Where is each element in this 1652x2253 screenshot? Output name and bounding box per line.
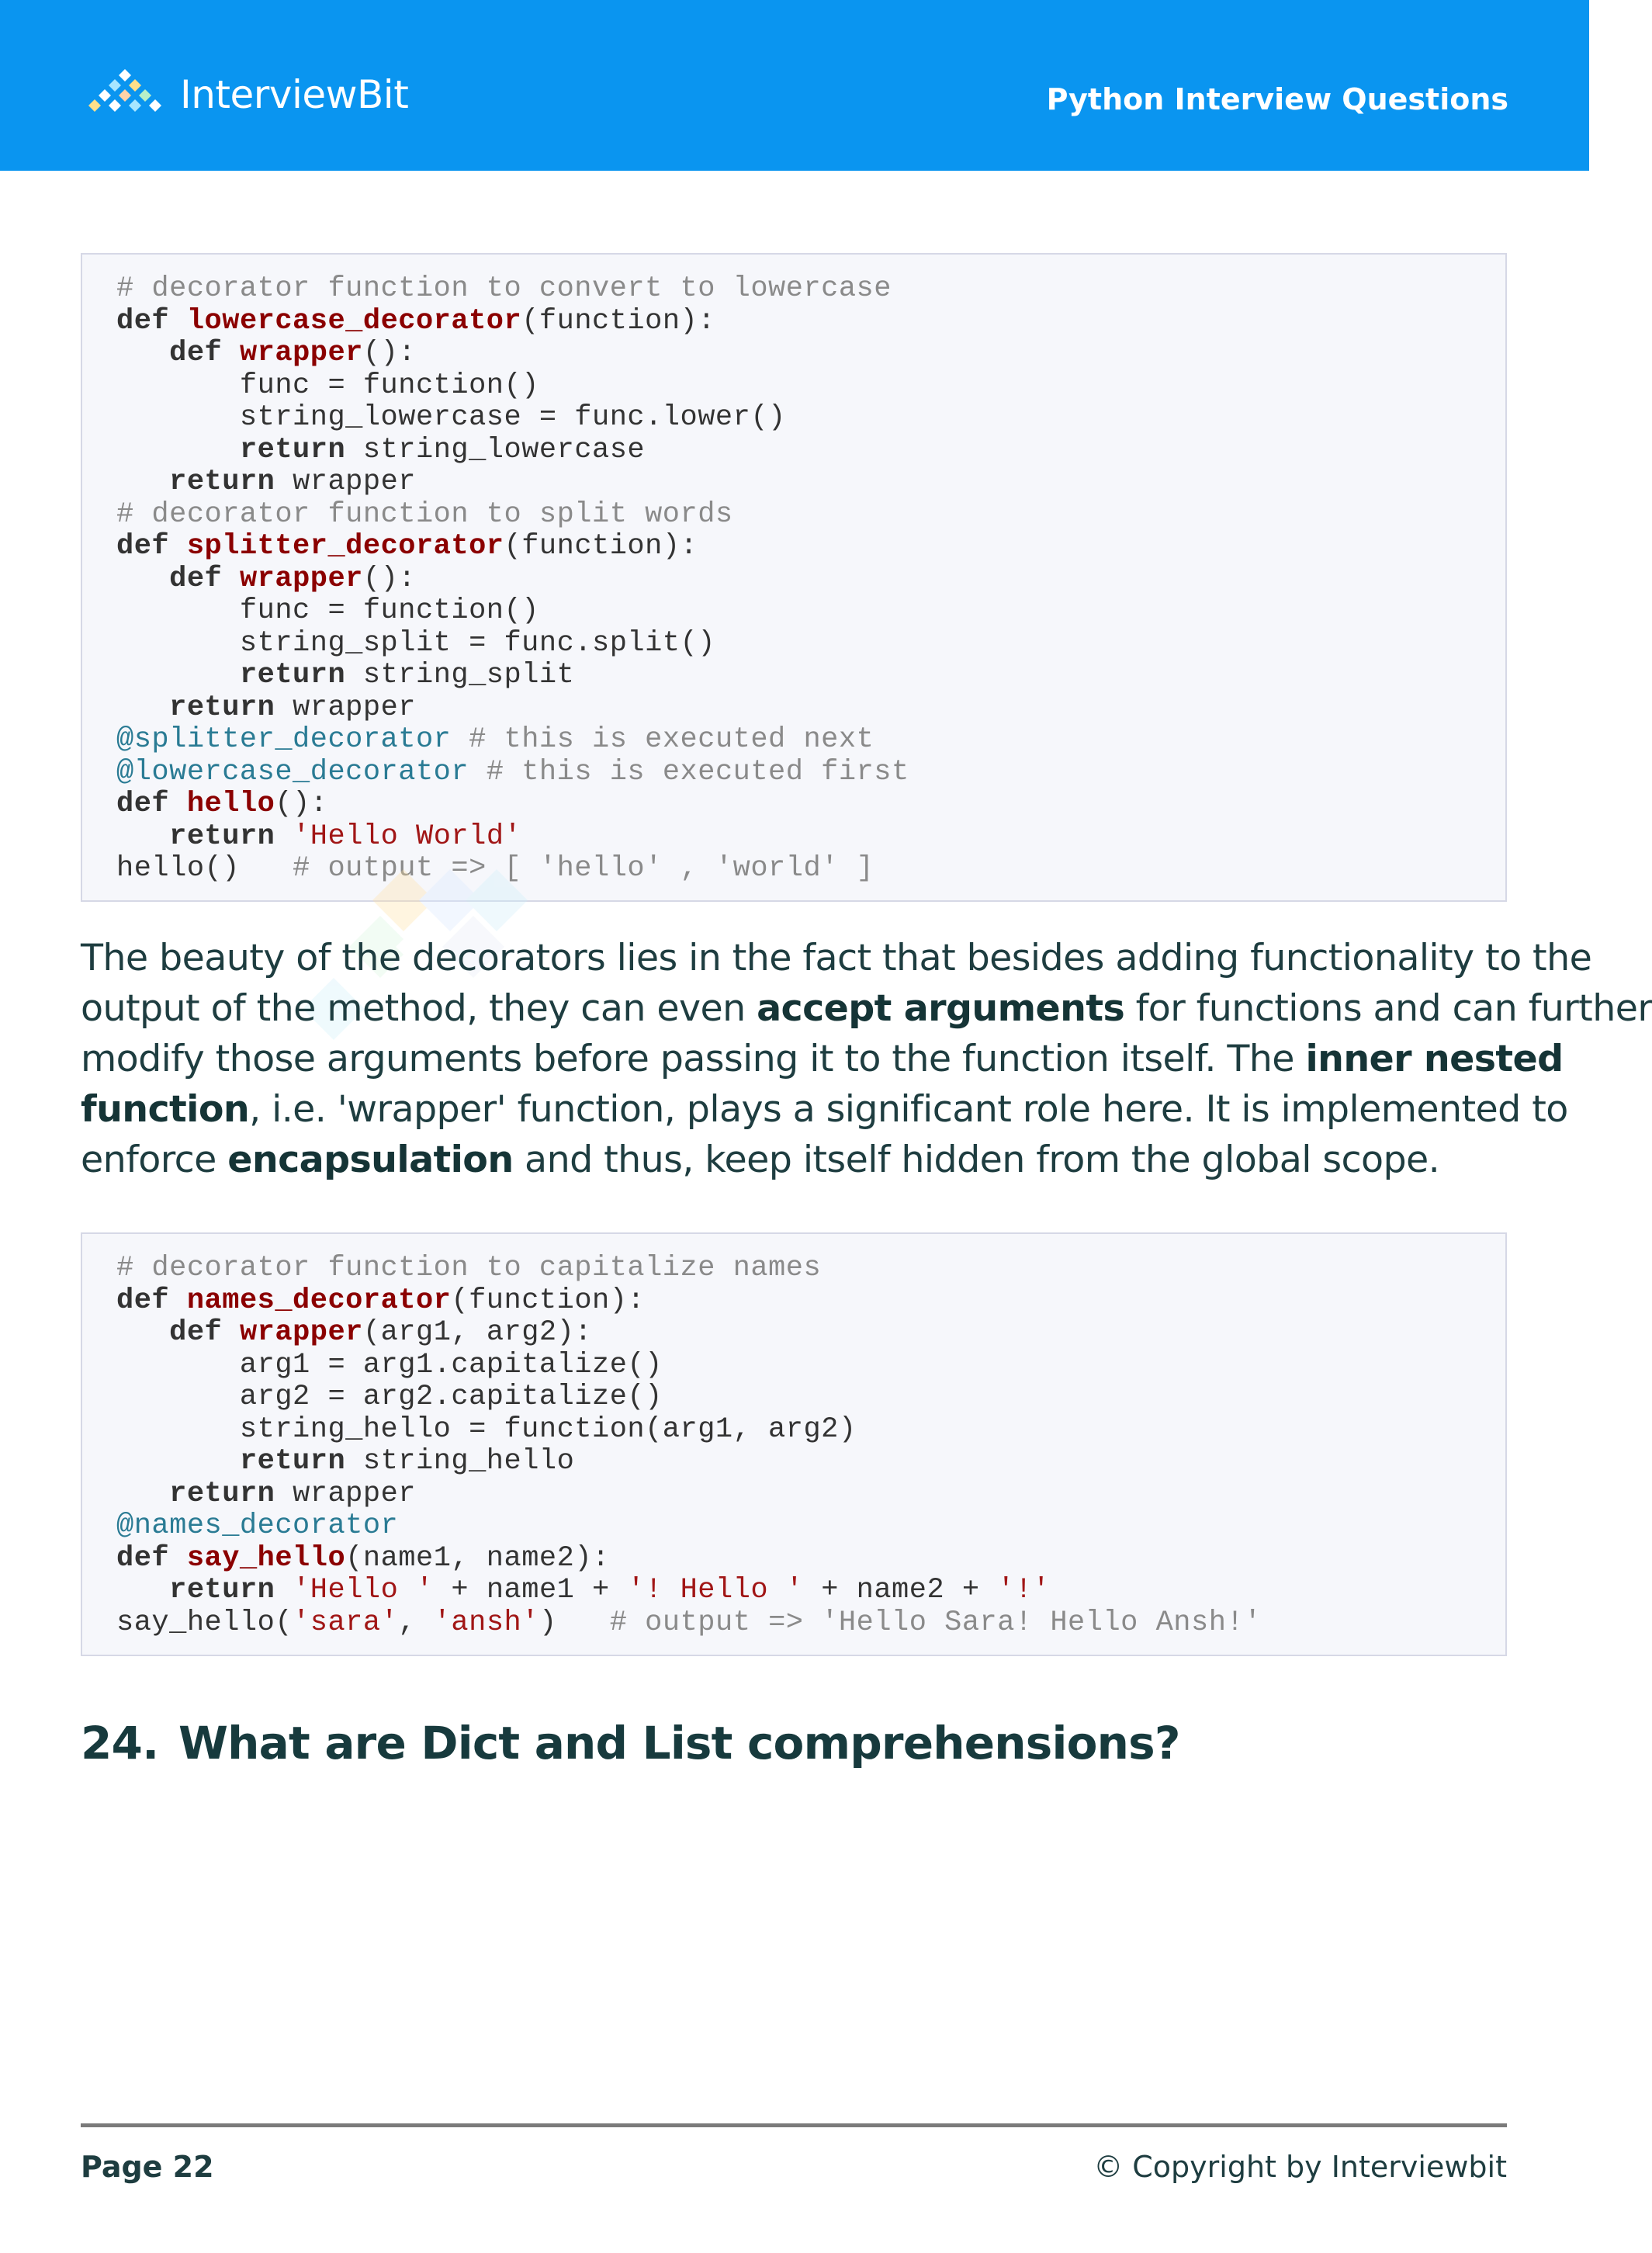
code-line: say_hello('sara', 'ansh') # output => 'Hello Sara! Hello Ansh!' [116, 1606, 1262, 1639]
paragraph-line: enforce encapsulation and thus, keep itself hidden from the global scope. [81, 1139, 1440, 1181]
code-line: def names_decorator(function): [116, 1284, 646, 1317]
code-line: string_lowercase = func.lower() [116, 401, 786, 434]
code-line: def hello(): [116, 788, 328, 820]
code-line: return wrapper [169, 691, 416, 724]
code-line: @splitter_decorator # this is executed next [116, 723, 874, 756]
document-title: Python Interview Questions [1046, 82, 1508, 116]
interviewbit-logo [82, 64, 408, 126]
page-number: Page 22 [81, 2150, 214, 2184]
code-line: @lowercase_decorator # this is executed first [116, 755, 909, 789]
emphasis-inner-nested: inner nested [1305, 1038, 1564, 1080]
code-line: arg2 = arg2.capitalize() [116, 1381, 663, 1413]
code-line: arg1 = arg1.capitalize() [116, 1348, 663, 1381]
body-paragraph [81, 933, 1652, 1185]
emphasis-encapsulation: encapsulation [227, 1139, 514, 1181]
section-number: 24. [81, 1717, 159, 1769]
code-line: def wrapper(arg1, arg2): [169, 1316, 593, 1349]
code-line: def say_hello(name1, name2): [116, 1541, 610, 1575]
code-block-names-decorator [81, 1232, 1507, 1656]
code-line: hello() # output => [ 'hello' , 'world' ] [116, 852, 874, 885]
emphasis-function: function [81, 1088, 250, 1131]
code-line: string_hello = function(arg1, arg2) [116, 1412, 857, 1446]
logo-diamond-icon [82, 68, 168, 122]
code-line: return wrapper [169, 1477, 416, 1510]
paragraph-line: The beauty of the decorators lies in the fact that besides adding functionality to the [81, 937, 1592, 979]
code-block-lowercase-splitter [81, 253, 1507, 902]
code-line: def wrapper(): [169, 562, 417, 595]
code-line: return string_lowercase [239, 433, 646, 466]
section-heading [81, 1717, 1180, 1769]
code-line: @names_decorator [116, 1510, 399, 1542]
emphasis-accept-arguments: accept arguments [757, 987, 1125, 1030]
code-line: return 'Hello World' [169, 820, 522, 853]
section-title: What are Dict and List comprehensions? [178, 1717, 1180, 1769]
code-line: return string_split [239, 659, 575, 691]
paragraph-line: function, i.e. 'wrapper' function, plays a significant role here. It is implemented to [81, 1088, 1568, 1131]
code-line: # decorator function to split words [116, 497, 733, 531]
code-line: def wrapper(): [169, 337, 417, 369]
logo-text: InterviewBit [180, 72, 409, 117]
page-header [0, 0, 1589, 171]
code-line: string_split = func.split() [116, 626, 715, 660]
code-line: return string_hello [239, 1445, 575, 1478]
paragraph-line: output of the method, they can even accept arguments for functions and can further [81, 987, 1652, 1030]
code-line: func = function() [116, 369, 539, 402]
code-line: func = function() [116, 594, 539, 627]
code-line: def splitter_decorator(function): [116, 530, 698, 563]
footer-divider [81, 2123, 1507, 2127]
code-line: # decorator function to capitalize names [116, 1252, 822, 1284]
copyright-notice: © Copyright by Interviewbit [1093, 2150, 1507, 2184]
paragraph-line: modify those arguments before passing it to the function itself. The inner nested [81, 1038, 1564, 1080]
code-line: return wrapper [169, 466, 416, 498]
code-line: # decorator function to convert to lowercase [116, 272, 892, 305]
code-line: def lowercase_decorator(function): [116, 304, 715, 338]
code-line: return 'Hello ' + name1 + '! Hello ' + name2 + '!' [169, 1574, 1051, 1607]
